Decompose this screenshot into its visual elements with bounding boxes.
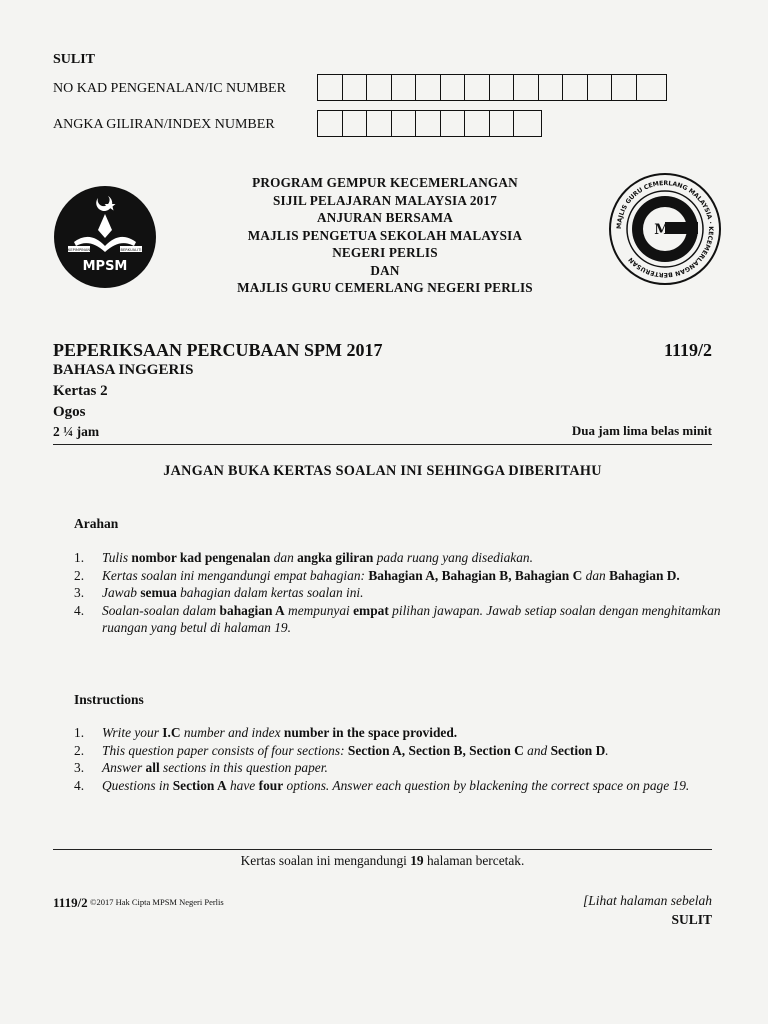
ic-number-label: NO KAD PENGENALAN/IC NUMBER [53, 81, 286, 96]
digit-box[interactable] [612, 75, 637, 100]
instruction-item [74, 724, 724, 742]
digit-box[interactable] [392, 111, 417, 136]
digit-box[interactable] [416, 75, 441, 100]
mpsm-logo-text: MPSM [82, 259, 128, 274]
next-page-note: [Lihat halaman sebelah [582, 893, 712, 908]
subject-name: BAHASA INGGERIS [53, 362, 194, 378]
footer-code: 1119/2 [53, 895, 88, 910]
instruction-item [74, 777, 724, 795]
digit-box[interactable] [343, 75, 368, 100]
digit-box[interactable] [318, 111, 343, 136]
arahan-heading: Arahan [74, 516, 119, 531]
digit-box[interactable] [367, 111, 392, 136]
mgc-logo [608, 172, 722, 286]
instruction-number: 3. [74, 585, 85, 601]
instructions-list [74, 724, 724, 794]
digit-box[interactable] [441, 111, 466, 136]
mpsm-ribbon-left: KEPIMPINAN [67, 248, 91, 252]
index-number-label: ANGKA GILIRAN/INDEX NUMBER [53, 117, 275, 132]
exam-code: 1119/2 [663, 340, 712, 360]
do-not-open-warning: JANGAN BUKA KERTAS SOALAN INI SEHINGGA DIBERITAHU [163, 463, 602, 479]
instruction-number: 2. [74, 567, 85, 583]
digit-box[interactable] [343, 111, 368, 136]
digit-box[interactable] [588, 75, 613, 100]
instruction-text: Soalan-soalan dalam bahagian A mempunyai empat pilihan jawapan. Jawab setiap soalan dengan menghitamkan ruangan yang betul di halaman 19. [102, 602, 721, 636]
instructions-heading: Instructions [74, 692, 144, 707]
instruction-number: 4. [74, 777, 85, 793]
program-header [175, 174, 595, 297]
instruction-item [74, 549, 724, 567]
divider [53, 849, 712, 850]
svg-text:M: M [654, 222, 670, 238]
mpsm-logo [54, 186, 156, 288]
page-count-note: Kertas soalan ini mengandungi 19 halaman bercetak. [240, 853, 525, 868]
instruction-number: 3. [74, 760, 85, 776]
arahan-list [74, 549, 724, 637]
duration-long: Dua jam lima belas minit [571, 423, 712, 438]
digit-box[interactable] [367, 75, 392, 100]
instruction-text: Jawab semua bahagian dalam kertas soalan ini. [102, 585, 364, 601]
digit-box[interactable] [514, 111, 539, 136]
sulit-top-label: SULIT [53, 52, 96, 67]
digit-box[interactable] [539, 75, 564, 100]
instruction-number: 4. [74, 602, 85, 618]
instruction-text: This question paper consists of four sections: Section A, Section B, Section C and Section D. [102, 742, 609, 758]
instruction-number: 1. [74, 725, 85, 740]
instruction-item [74, 742, 724, 760]
program-header-line: MAJLIS PENGETUA SEKOLAH MALAYSIA [247, 227, 523, 243]
instruction-text: Kertas soalan ini mengandungi empat bahagian: Bahagian A, Bahagian B, Bahagian C dan Bahagian D. [102, 567, 680, 583]
paper-number: Kertas 2 [53, 383, 108, 399]
page-count: 19 [410, 853, 424, 868]
mpsm-ribbon-right: BERKUALITI [120, 248, 142, 252]
index-number-boxes[interactable] [317, 110, 542, 137]
digit-box[interactable] [465, 111, 490, 136]
digit-box[interactable] [490, 75, 515, 100]
duration-short: 2 ¼ jam [53, 424, 100, 439]
ic-number-boxes[interactable] [317, 74, 667, 101]
instruction-item [74, 759, 724, 777]
program-header-line: SIJIL PELAJARAN MALAYSIA 2017 [272, 192, 498, 208]
program-header-line: PROGRAM GEMPUR KECEMERLANGAN [252, 175, 518, 190]
exam-title: PEPERIKSAAN PERCUBAAN SPM 2017 [53, 340, 383, 360]
digit-box[interactable] [318, 75, 343, 100]
program-header-line: DAN [370, 262, 400, 278]
instruction-text: Answer all sections in this question paper. [102, 760, 328, 776]
copyright: ©2017 Hak Cipta MPSM Negeri Perlis [90, 897, 224, 907]
digit-box[interactable] [514, 75, 539, 100]
instruction-item [74, 602, 724, 637]
instruction-number: 1. [74, 550, 85, 565]
digit-box[interactable] [441, 75, 466, 100]
instruction-item [74, 567, 724, 585]
digit-box[interactable] [465, 75, 490, 100]
instruction-text: Questions in Section A have four options. Answer each question by blackening the correct space on page 19. [102, 777, 690, 793]
divider [53, 444, 712, 445]
instruction-text: Tulis nombor kad pengenalan dan angka giliran pada ruang yang disediakan. [102, 550, 533, 565]
program-header-line: NEGERI PERLIS [332, 245, 438, 260]
mgc-ring-text: MAJLIS GURU CEMERLANG MALAYSIA · KECEMERLANGAN BERTERUSAN [615, 179, 715, 279]
program-header-line: MAJLIS GURU CEMERLANG NEGERI PERLIS [237, 280, 533, 295]
instruction-item [74, 584, 724, 602]
instruction-number: 2. [74, 742, 85, 758]
digit-box[interactable] [490, 111, 515, 136]
program-header-line: ANJURAN BERSAMA [317, 210, 453, 225]
digit-box[interactable] [392, 75, 417, 100]
digit-box[interactable] [416, 111, 441, 136]
exam-month: Ogos [53, 404, 86, 420]
sulit-bottom-label: SULIT [671, 912, 712, 927]
digit-box[interactable] [563, 75, 588, 100]
digit-box[interactable] [637, 75, 662, 100]
instruction-text: Write your I.C number and index number in the space provided. [102, 725, 458, 740]
